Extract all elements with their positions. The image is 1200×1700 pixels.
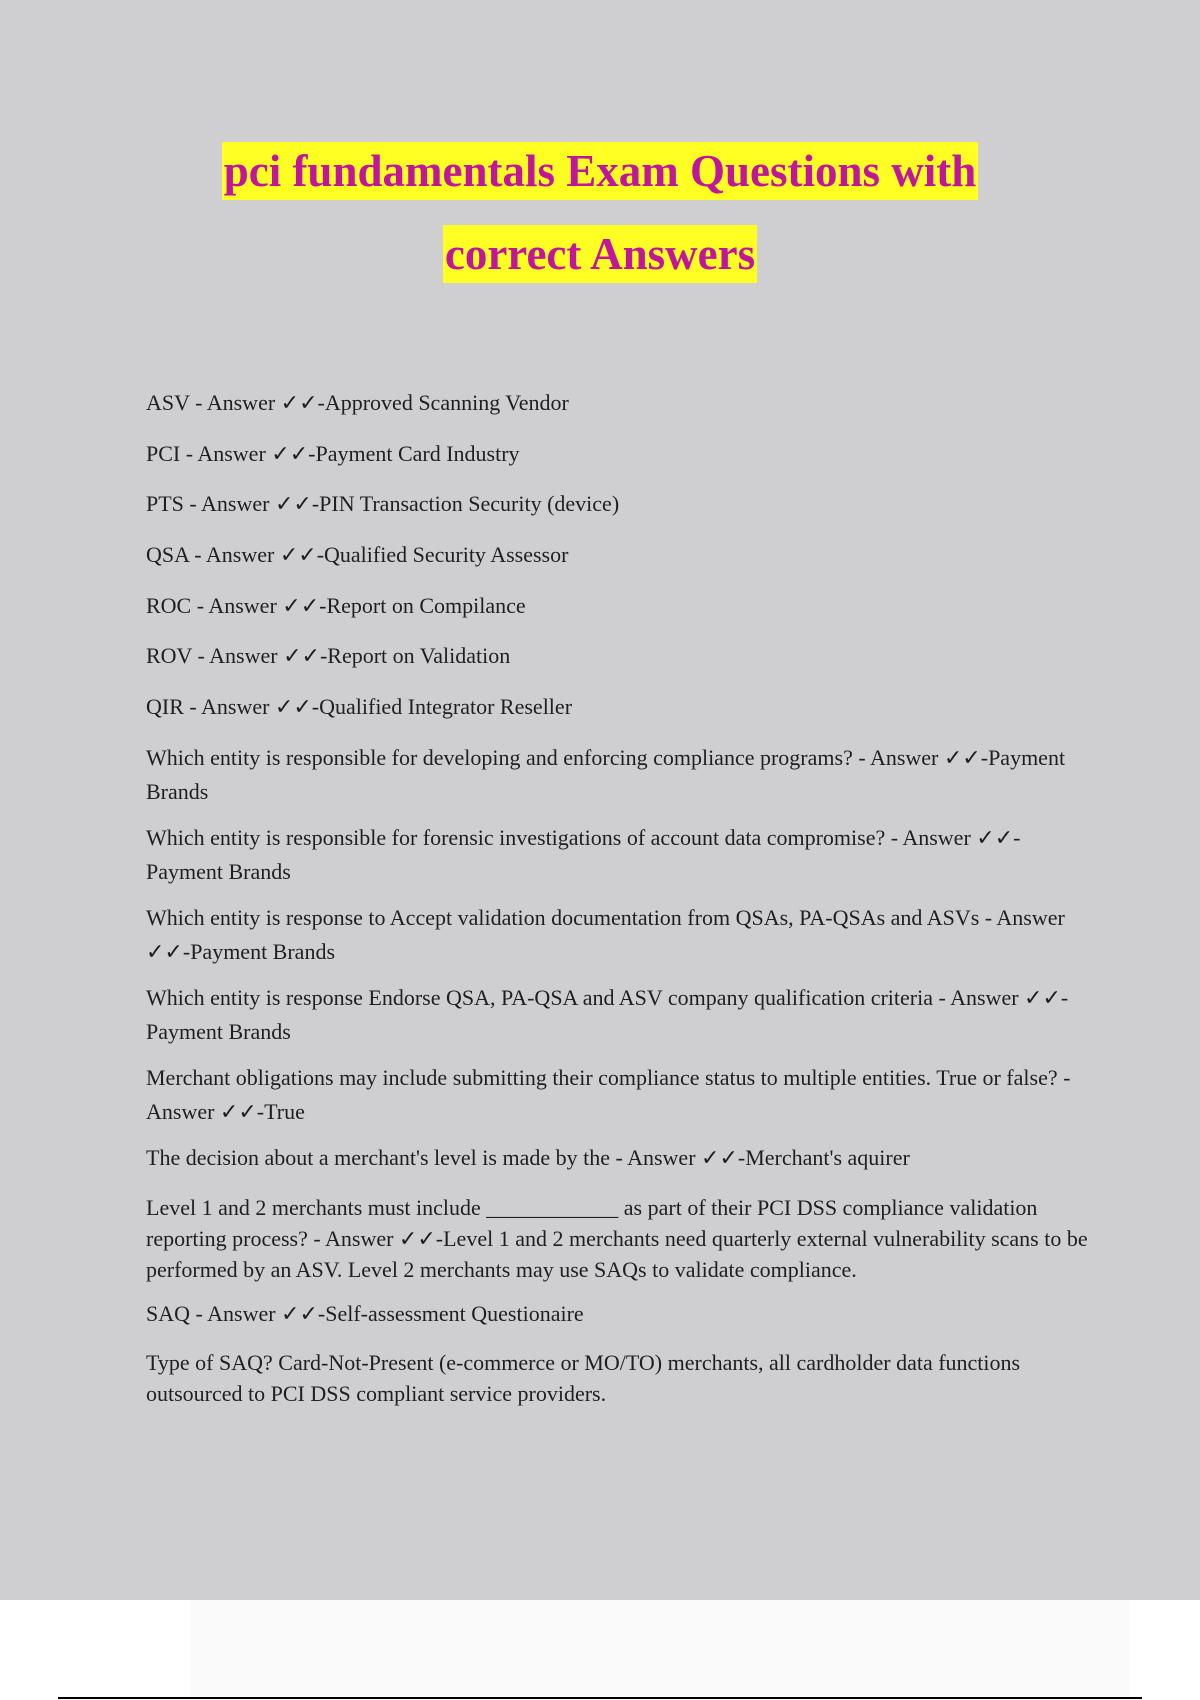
qa-item: The decision about a merchant's level is made by the - Answer ✓✓-Merchant's aquirer	[146, 1144, 910, 1170]
qa-item: Level 1 and 2 merchants must include ____________ as part of their PCI DSS compliance validation reporting process? - Answer ✓✓-Level 1 and 2 merchants need quarterly external vulnerability scans to be performed by an ASV. Level 2 merchants may use SAQs to validate compliance.	[146, 1194, 1088, 1282]
qa-item: Merchant obligations may include submitting their compliance status to multiple entities. True or false? - Answer ✓✓-True	[146, 1064, 1071, 1124]
next-page-divider	[58, 1697, 1142, 1699]
qa-item: ROC - Answer ✓✓-Report on Compilance	[146, 592, 526, 618]
page-gap	[190, 1600, 1130, 1696]
qa-item: Type of SAQ? Card-Not-Present (e-commerce or MO/TO) merchants, all cardholder data functions outsourced to PCI DSS compliant service providers.	[146, 1350, 1021, 1407]
qa-item: PTS - Answer ✓✓-PIN Transaction Security (device)	[146, 491, 620, 517]
qa-item: Which entity is responsible for forensic investigations of account data compromise? - Answer ✓✓-Payment Brands	[146, 824, 1021, 884]
qa-item: ROV - Answer ✓✓-Report on Validation	[146, 643, 511, 669]
qa-item: Which entity is responsible for developing and enforcing compliance programs? - Answer ✓✓-Payment Brands	[146, 744, 1066, 804]
qa-item: Which entity is response Endorse QSA, PA-QSA and ASV company qualification criteria - Answer ✓✓-Payment Brands	[146, 984, 1069, 1044]
qa-item: ASV - Answer ✓✓-Approved Scanning Vendor	[146, 390, 569, 415]
qa-list	[146, 386, 1096, 1409]
qa-item: PCI - Answer ✓✓-Payment Card Industry	[146, 440, 520, 466]
title-line-2: correct Answers	[443, 225, 757, 283]
qa-item: QIR - Answer ✓✓-Qualified Integrator Reseller	[146, 694, 573, 720]
qa-item: Which entity is response to Accept validation documentation from QSAs, PA-QSAs and ASVs - Answer ✓✓-Payment Brands	[146, 904, 1065, 964]
qa-item: SAQ - Answer ✓✓-Self-assessment Questionaire	[146, 1300, 584, 1326]
title-line-1: pci fundamentals Exam Questions with	[222, 142, 979, 200]
qa-item: QSA - Answer ✓✓-Qualified Security Assessor	[146, 542, 569, 568]
document-title	[0, 142, 1200, 308]
